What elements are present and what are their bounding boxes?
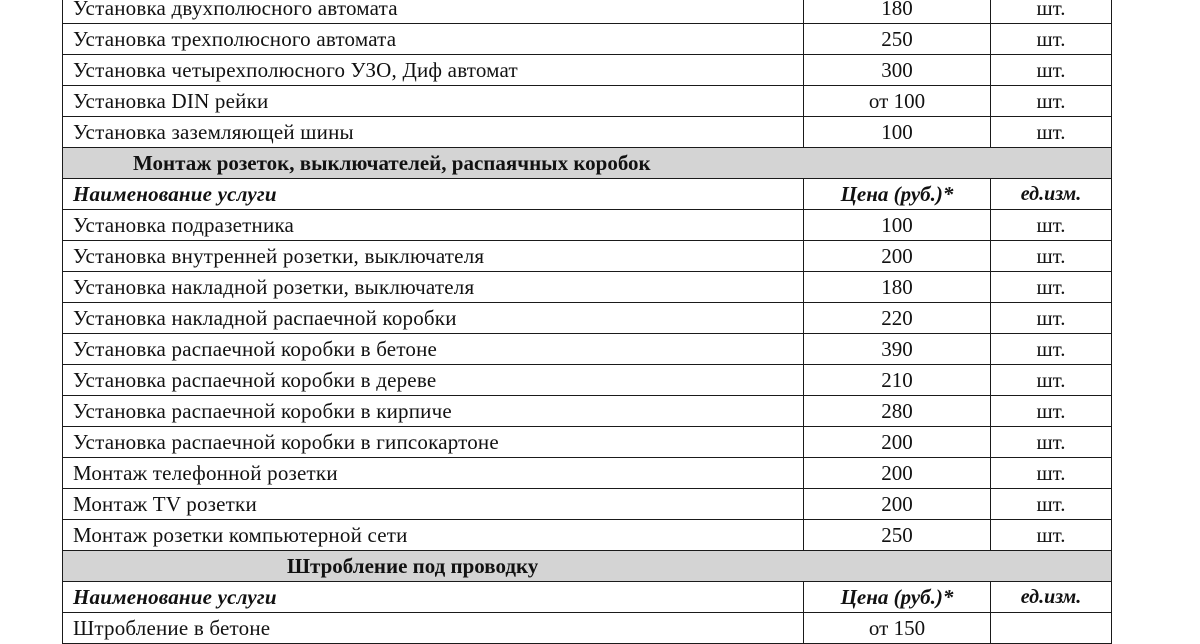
service-row xyxy=(63,24,1112,55)
service-name: Установка трехполюсного автомата xyxy=(63,24,804,55)
service-price: 180 xyxy=(804,272,991,303)
column-header-name: Наименование услуги xyxy=(63,179,804,210)
service-row xyxy=(63,86,1112,117)
service-name: Монтаж телефонной розетки xyxy=(63,458,804,489)
service-name: Установка распаечной коробки в кирпиче xyxy=(63,396,804,427)
service-unit: шт. xyxy=(991,396,1112,427)
service-unit: шт. xyxy=(991,303,1112,334)
section-title: Штробление под проводку xyxy=(63,551,1112,582)
column-header-name: Наименование услуги xyxy=(63,582,804,613)
service-price: 200 xyxy=(804,427,991,458)
price-list-body xyxy=(63,0,1112,644)
column-header-row xyxy=(63,582,1112,613)
service-unit: шт. xyxy=(991,24,1112,55)
service-unit: шт. xyxy=(991,334,1112,365)
service-row xyxy=(63,613,1112,644)
service-name: Установка внутренней розетки, выключателя xyxy=(63,241,804,272)
service-price: 250 xyxy=(804,24,991,55)
service-name: Установка четырехполюсного УЗО, Диф автомат xyxy=(63,55,804,86)
service-row xyxy=(63,427,1112,458)
section-title: Монтаж розеток, выключателей, распаячных коробок xyxy=(63,148,1112,179)
service-price: 210 xyxy=(804,365,991,396)
service-unit: шт. xyxy=(991,489,1112,520)
service-price: от 100 xyxy=(804,86,991,117)
service-unit: шт. xyxy=(991,458,1112,489)
section-title-row xyxy=(63,551,1112,582)
service-price: 200 xyxy=(804,489,991,520)
service-name: Установка двухполюсного автомата xyxy=(63,0,804,24)
service-name: Установка распаечной коробки в дереве xyxy=(63,365,804,396)
service-name: Установка заземляющей шины xyxy=(63,117,804,148)
service-name: Установка подразетника xyxy=(63,210,804,241)
service-row xyxy=(63,117,1112,148)
service-row xyxy=(63,241,1112,272)
service-unit: шт. xyxy=(991,365,1112,396)
service-price: 300 xyxy=(804,55,991,86)
service-unit: шт. xyxy=(991,0,1112,24)
service-row xyxy=(63,210,1112,241)
service-price: 250 xyxy=(804,520,991,551)
service-price: 100 xyxy=(804,117,991,148)
service-row xyxy=(63,272,1112,303)
service-row xyxy=(63,55,1112,86)
service-row xyxy=(63,303,1112,334)
service-price: 200 xyxy=(804,241,991,272)
service-price: 220 xyxy=(804,303,991,334)
service-row xyxy=(63,396,1112,427)
service-unit: шт. xyxy=(991,272,1112,303)
service-row xyxy=(63,365,1112,396)
service-name: Установка распаечной коробки в бетоне xyxy=(63,334,804,365)
service-row xyxy=(63,334,1112,365)
service-unit: шт. xyxy=(991,86,1112,117)
service-unit: шт. xyxy=(991,210,1112,241)
service-price: от 150 xyxy=(804,613,991,644)
column-header-row xyxy=(63,179,1112,210)
service-name: Штробление в бетоне xyxy=(63,613,804,644)
column-header-unit: ед.изм. xyxy=(991,179,1112,210)
section-title-row xyxy=(63,148,1112,179)
service-name: Монтаж TV розетки xyxy=(63,489,804,520)
service-row xyxy=(63,0,1112,24)
service-unit: шт. xyxy=(991,117,1112,148)
column-header-unit: ед.изм. xyxy=(991,582,1112,613)
service-name: Установка распаечной коробки в гипсокартоне xyxy=(63,427,804,458)
service-unit: шт. xyxy=(991,55,1112,86)
service-name: Установка накладной розетки, выключателя xyxy=(63,272,804,303)
service-price: 390 xyxy=(804,334,991,365)
service-unit: шт. xyxy=(991,520,1112,551)
column-header-price: Цена (руб.)* xyxy=(804,179,991,210)
price-list-table xyxy=(62,0,1112,644)
service-price: 280 xyxy=(804,396,991,427)
service-price: 200 xyxy=(804,458,991,489)
service-row xyxy=(63,520,1112,551)
service-name: Установка накладной распаечной коробки xyxy=(63,303,804,334)
service-name: Монтаж розетки компьютерной сети xyxy=(63,520,804,551)
service-row xyxy=(63,458,1112,489)
service-unit: шт. xyxy=(991,427,1112,458)
column-header-price: Цена (руб.)* xyxy=(804,582,991,613)
service-unit: шт. xyxy=(991,241,1112,272)
service-row xyxy=(63,489,1112,520)
service-price: 100 xyxy=(804,210,991,241)
service-price: 180 xyxy=(804,0,991,24)
service-name: Установка DIN рейки xyxy=(63,86,804,117)
service-unit xyxy=(991,613,1112,644)
